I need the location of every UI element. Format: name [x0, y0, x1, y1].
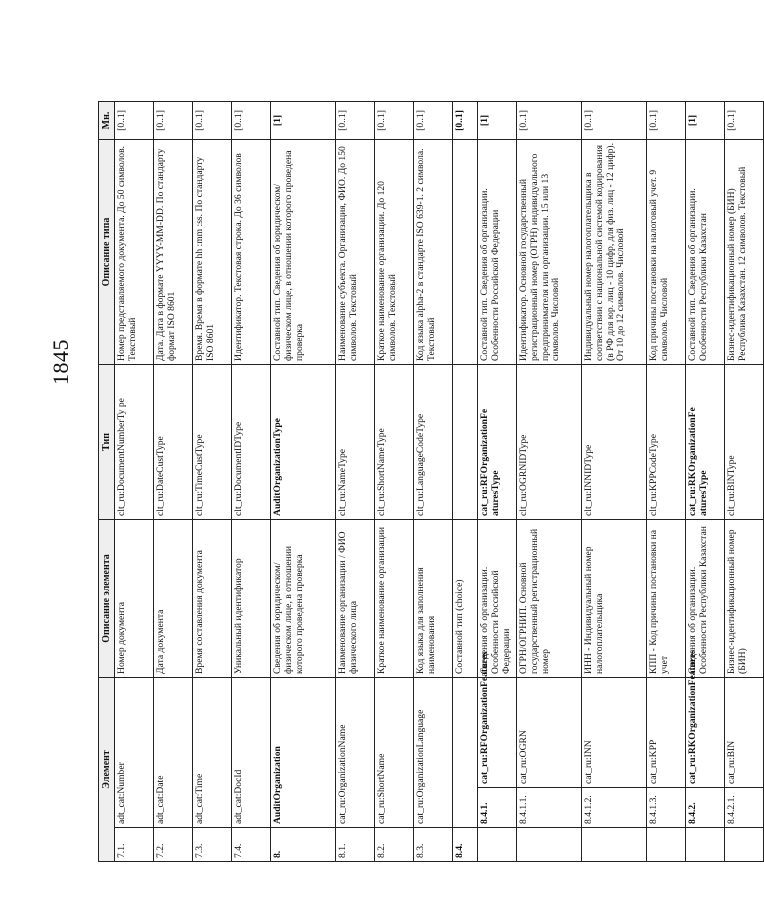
row-number: [582, 828, 647, 862]
schema-table: [98, 101, 764, 862]
page-number: 1845: [48, 339, 73, 385]
row-element: cat_ru:ShortName: [375, 677, 414, 827]
row-element: cat_ru:BIN: [725, 677, 764, 787]
table-row: [647, 101, 686, 861]
row-description: Краткое наименование организации: [375, 519, 414, 677]
row-multiplicity: [0..1]: [193, 101, 232, 139]
row-description: Дата документа: [154, 519, 193, 677]
row-number: 8.3.: [414, 828, 453, 862]
row-multiplicity: [0..1]: [725, 101, 764, 139]
row-element: AuditOrganization: [271, 677, 336, 827]
row-multiplicity: [0..1]: [232, 101, 271, 139]
table-row: [271, 101, 336, 861]
row-type: clt_ru:ShortNameType: [375, 364, 414, 519]
row-multiplicity: [0..1]: [582, 101, 647, 139]
row-element: adt_cat:DocId: [232, 677, 271, 827]
row-number: [517, 828, 582, 862]
row-multiplicity: [1]: [478, 101, 517, 139]
row-description: ИНН - Индивидуальный номер налогоплательщика: [582, 519, 647, 677]
row-element: cat_ru:KPP: [647, 677, 686, 787]
row-type: clt_ru:BINType: [725, 364, 764, 519]
row-type: clt_ru:DocumentIDType: [232, 364, 271, 519]
row-description: Бизнес-идентификационный номер (БИН): [725, 519, 764, 677]
table-row: [478, 101, 517, 861]
row-multiplicity: [0..1]: [453, 101, 478, 139]
table-row: [193, 101, 232, 861]
row-subnumber: 8.4.2.: [686, 788, 725, 828]
table-header-row: [99, 101, 115, 861]
rotated-table-page: [98, 102, 748, 862]
header-element: Элемент: [99, 677, 115, 861]
table-row: [375, 101, 414, 861]
row-element: adt_cat:Time: [193, 677, 232, 827]
table-row: [725, 101, 764, 861]
row-number: [725, 828, 764, 862]
row-type-description: Составной тип. Сведения об организации. Особенности Республики Казахстан: [686, 139, 725, 364]
row-element: cat_ru:INN: [582, 677, 647, 787]
row-description: Уникальный идентификатор: [232, 519, 271, 677]
row-type: [453, 364, 478, 519]
row-multiplicity: [0..1]: [647, 101, 686, 139]
row-description: Сведения об организации. Особенности Российской Федерации: [478, 519, 517, 677]
row-element: cat_ru:RKOrganizationFeatures: [686, 677, 725, 787]
row-multiplicity: [0..1]: [154, 101, 193, 139]
table-row: [453, 101, 478, 861]
row-subnumber: 8.4.1.2.: [582, 788, 647, 828]
row-type: clt_ru:INNIDType: [582, 364, 647, 519]
row-type-description: Составной тип. Сведения об юридическом/физическом лице, в отношении которого проведена проверка: [271, 139, 336, 364]
header-type: Тип: [99, 364, 115, 519]
row-number: 7.4.: [232, 828, 271, 862]
table-row: [336, 101, 375, 861]
row-type: clt_ru:OGRNIDType: [517, 364, 582, 519]
row-number: 8.: [271, 828, 336, 862]
row-type-description: Идентификатор. Основной государственный регистрационный номер (ОГРН) индивидуального предпринимателя или организации. 15 или 13 символов. Числовой: [517, 139, 582, 364]
header-multiplicity: Мн.: [99, 101, 115, 139]
row-type: clt_ru:LanguageCodeType: [414, 364, 453, 519]
row-element: adt_cat:Date: [154, 677, 193, 827]
table-row: [115, 101, 154, 861]
row-multiplicity: [0..1]: [115, 101, 154, 139]
row-type: clt_ru:TimeCustType: [193, 364, 232, 519]
row-element: cat_ru:OGRN: [517, 677, 582, 787]
row-number: 8.2.: [375, 828, 414, 862]
row-multiplicity: [0..1]: [414, 101, 453, 139]
row-description: Код языка для заполнения наименования: [414, 519, 453, 677]
row-type-description: Код языка alpha-2 в стандарте ISO 639-1. 2 символа. Текстовый: [414, 139, 453, 364]
row-description: Сведения об организации. Особенности Республики Казахстан: [686, 519, 725, 677]
row-multiplicity: [0..1]: [336, 101, 375, 139]
header-description: Описание элемента: [99, 519, 115, 677]
row-number: 7.3.: [193, 828, 232, 862]
row-type-description: Дата. Дата в формате YYYY-MM-DD. По стандарту формат ISO 8601: [154, 139, 193, 364]
row-type-description: Индивидуальный номер налогоплательщика в соответствии с национальной системой кодирования (в РФ для юр. лиц - 10 цифр, для физ. лиц - 12 цифр). От 10 до 12 символов. Числовой: [582, 139, 647, 364]
row-type: AuditOrganizationType: [271, 364, 336, 519]
row-number: [478, 828, 517, 862]
row-description: Номер документа: [115, 519, 154, 677]
row-element: cat_ru:OrganizationName: [336, 677, 375, 827]
row-type: clt_ru:DateCustType: [154, 364, 193, 519]
row-type: cat_ru:RKOrganizationFe aturesType: [686, 364, 725, 519]
row-element: cat_ru:OrganizationLanguage: [414, 677, 453, 827]
row-element: adt_cat:Number: [115, 677, 154, 827]
row-type: clt_ru:DocumentNumberTy pe: [115, 364, 154, 519]
row-subnumber: 8.4.1.3.: [647, 788, 686, 828]
row-type-description: Идентификатор. Текстовая строка. До 36 символов: [232, 139, 271, 364]
row-type-description: Краткое наименование организации. До 120 символов. Текстовый: [375, 139, 414, 364]
row-description: Время составления документа: [193, 519, 232, 677]
row-number: [647, 828, 686, 862]
row-description: Наименование организации / ФИО физического лица: [336, 519, 375, 677]
row-type-description: Номер представляемого документа. До 50 символов. Текстовый: [115, 139, 154, 364]
row-multiplicity: [1]: [686, 101, 725, 139]
table-body: [115, 101, 764, 861]
row-description: Сведения об юридическом/физическом лице, в отношении которого проведена проверка: [271, 519, 336, 677]
row-description: ОГРН/ОГРНИП. Основной государственный регистрационный номер: [517, 519, 582, 677]
row-number: 7.2.: [154, 828, 193, 862]
row-multiplicity: [0..1]: [517, 101, 582, 139]
row-multiplicity: [1]: [271, 101, 336, 139]
row-type: cat_ru:RFOrganizationFe aturesType: [478, 364, 517, 519]
row-number: 8.1.: [336, 828, 375, 862]
row-multiplicity: [0..1]: [375, 101, 414, 139]
table-row: [517, 101, 582, 861]
table-row: [414, 101, 453, 861]
row-type: clt_ru:NameType: [336, 364, 375, 519]
row-element: [453, 677, 478, 827]
row-element: cat_ru:RFOrganizationFeatures: [478, 677, 517, 787]
row-type-description: Код причины постановки на налоговый учет. 9 символов. Числовой: [647, 139, 686, 364]
row-subnumber: 8.4.1.1.: [517, 788, 582, 828]
row-type-description: Время. Время в формате hh :mm :ss. По стандарту ISO 8601: [193, 139, 232, 364]
row-type-description: Наименование субъекта. Организация, ФИО. До 150 символов. Текстовый: [336, 139, 375, 364]
row-type: clt_ru:KPPCodeType: [647, 364, 686, 519]
table-row: [232, 101, 271, 861]
table-row: [154, 101, 193, 861]
row-number: 8.4.: [453, 828, 478, 862]
row-subnumber: 8.4.1.: [478, 788, 517, 828]
table-row: [686, 101, 725, 861]
row-type-description: Составной тип. Сведения об организации. Особенности Российской Федерации: [478, 139, 517, 364]
row-number: [686, 828, 725, 862]
row-description: КПП - Код причины постановки на учет: [647, 519, 686, 677]
row-number: 7.1.: [115, 828, 154, 862]
row-type-description: [453, 139, 478, 364]
row-type-description: Бизнес-идентификационный номер (БИН) Республика Казахстан. 12 символов. Текстовый: [725, 139, 764, 364]
row-description: Составной тип (choice): [453, 519, 478, 677]
table-row: [582, 101, 647, 861]
header-type-description: Описание типа: [99, 139, 115, 364]
row-subnumber: 8.4.2.1.: [725, 788, 764, 828]
